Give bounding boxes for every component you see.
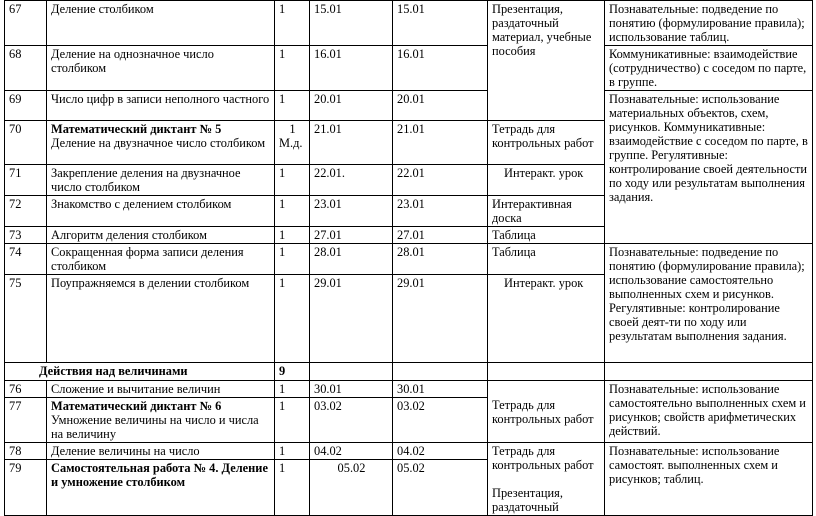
lesson-plan-date: 15.01 <box>310 1 393 46</box>
lesson-topic: Закрепление деления на двузначное число столбиком <box>47 165 275 196</box>
lesson-resources <box>488 443 605 516</box>
lesson-resources-text: Тетрадь для контрольных работ <box>492 444 594 472</box>
lesson-topic: Деление на однозначное число столбиком <box>47 46 275 91</box>
lesson-number: 69 <box>5 91 47 121</box>
lesson-uud: Познавательные: использование самостоят. выполненных схем и рисунков; таблиц. <box>605 443 813 516</box>
lesson-plan-date: 03.02 <box>310 398 393 443</box>
lesson-fact-date: 30.01 <box>393 381 488 398</box>
lesson-hours: 1 <box>275 460 310 516</box>
table-row <box>5 381 813 398</box>
lesson-resources: Таблица <box>488 244 605 275</box>
lesson-plan-date: 27.01 <box>310 227 393 244</box>
lesson-plan-date: 05.02 <box>310 460 393 516</box>
lesson-topic <box>47 121 275 165</box>
lesson-plan-date: 23.01 <box>310 196 393 227</box>
lesson-plan-date: 29.01 <box>310 275 393 363</box>
lesson-hours: 1 <box>275 381 310 398</box>
lesson-plan-date: 28.01 <box>310 244 393 275</box>
lesson-fact-date: 05.02 <box>393 460 488 516</box>
lesson-uud: Коммуникативные: взаимодействие (сотрудничество) с соседом по парте, в группе. <box>605 46 813 91</box>
lesson-topic-text: Умножение величины на число и числа на величину <box>51 413 259 441</box>
lesson-fact-date: 23.01 <box>393 196 488 227</box>
lesson-plan-date: 20.01 <box>310 91 393 121</box>
lesson-hours: 1 <box>275 443 310 460</box>
lesson-uud: Познавательные: использование материальных объектов, схем, рисунков. Коммуникативные: взаимодействие с соседом по парте, в группе. Регулятивные: контролирование своей деятельности по ходу или результатам выполнения задания. <box>605 91 813 244</box>
lesson-fact-date: 16.01 <box>393 46 488 91</box>
lesson-plan-table <box>4 0 813 516</box>
lesson-fact-date: 04.02 <box>393 443 488 460</box>
lesson-number: 73 <box>5 227 47 244</box>
lesson-number: 74 <box>5 244 47 275</box>
lesson-number: 71 <box>5 165 47 196</box>
lesson-resources: Интеракт. урок <box>488 275 605 363</box>
lesson-fact-date: 21.01 <box>393 121 488 165</box>
lesson-resources-text: Тетрадь для контрольных работ <box>492 397 594 426</box>
lesson-plan-date: 30.01 <box>310 381 393 398</box>
lesson-hours: 1 <box>275 196 310 227</box>
lesson-resources <box>488 381 605 443</box>
empty-cell <box>393 363 488 381</box>
table-row <box>5 443 813 460</box>
lesson-number: 79 <box>5 460 47 516</box>
section-row <box>5 363 813 381</box>
empty-cell <box>605 363 813 381</box>
lesson-topic: Поупражняемся в делении столбиком <box>47 275 275 363</box>
lesson-plan-date: 16.01 <box>310 46 393 91</box>
lesson-topic: Знакомство с делением столбиком <box>47 196 275 227</box>
lesson-resources: Интерактивная доска <box>488 196 605 227</box>
empty-cell <box>488 363 605 381</box>
lesson-hours: 1 <box>275 227 310 244</box>
empty-cell <box>310 363 393 381</box>
lesson-number: 77 <box>5 398 47 443</box>
lesson-number: 72 <box>5 196 47 227</box>
lesson-hours-note: М.д. <box>279 136 303 150</box>
lesson-uud: Познавательные: подведение по понятию (формулирование правила); использование таблиц. <box>605 1 813 46</box>
lesson-fact-date: 27.01 <box>393 227 488 244</box>
lesson-topic-bold: Математический диктант № 6 <box>51 399 222 413</box>
lesson-hours: 1 <box>275 1 310 46</box>
lesson-topic: Сложение и вычитание величин <box>47 381 275 398</box>
lesson-topic: Деление столбиком <box>47 1 275 46</box>
lesson-plan-date: 04.02 <box>310 443 393 460</box>
lesson-fact-date: 22.01 <box>393 165 488 196</box>
lesson-topic: Алгоритм деления столбиком <box>47 227 275 244</box>
lesson-number: 78 <box>5 443 47 460</box>
lesson-number: 67 <box>5 1 47 46</box>
lesson-number: 75 <box>5 275 47 363</box>
lesson-fact-date: 20.01 <box>393 91 488 121</box>
lesson-topic: Сокращенная форма записи деления столбиком <box>47 244 275 275</box>
table-row <box>5 1 813 46</box>
lesson-topic: Деление величины на число <box>47 443 275 460</box>
section-title: Действия над величинами <box>5 363 275 381</box>
lesson-uud: Познавательные: использование самостоятельно выполненных схем и рисунков; свойств арифметических действий. <box>605 381 813 443</box>
lesson-topic: Число цифр в записи неполного частного <box>47 91 275 121</box>
table-row <box>5 244 813 275</box>
lesson-fact-date: 28.01 <box>393 244 488 275</box>
lesson-topic-text: Деление на двузначное число столбиком <box>51 136 266 150</box>
lesson-plan-date: 22.01. <box>310 165 393 196</box>
lesson-topic: Самостоятельная работа № 4. Деление и умножение столбиком <box>47 460 275 516</box>
lesson-uud: Познавательные: подведение по понятию (формулирование правила); использование самостоятельно выполненных схем и рисунков. Регулятивные: контролирование своей деят-ти по ходу или результатам выполнения задания. <box>605 244 813 363</box>
lesson-hours-value: 1 <box>289 122 296 136</box>
lesson-number: 70 <box>5 121 47 165</box>
lesson-fact-date: 03.02 <box>393 398 488 443</box>
lesson-hours <box>275 121 310 165</box>
lesson-topic <box>47 398 275 443</box>
table-row <box>5 46 813 91</box>
lesson-number: 68 <box>5 46 47 91</box>
table-row <box>5 91 813 121</box>
lesson-plan-date: 21.01 <box>310 121 393 165</box>
lesson-resources-text: Презентация, раздаточный <box>492 486 563 514</box>
lesson-resources: Интеракт. урок <box>488 165 605 196</box>
lesson-hours: 1 <box>275 398 310 443</box>
section-hours: 9 <box>275 363 310 381</box>
lesson-hours: 1 <box>275 244 310 275</box>
lesson-number: 76 <box>5 381 47 398</box>
lesson-resources: Презентация, раздаточный материал, учебные пособия <box>488 1 605 121</box>
lesson-fact-date: 29.01 <box>393 275 488 363</box>
lesson-fact-date: 15.01 <box>393 1 488 46</box>
lesson-resources: Тетрадь для контрольных работ <box>488 121 605 165</box>
lesson-hours: 1 <box>275 91 310 121</box>
lesson-hours: 1 <box>275 165 310 196</box>
lesson-resources: Таблица <box>488 227 605 244</box>
lesson-hours: 1 <box>275 275 310 363</box>
lesson-hours: 1 <box>275 46 310 91</box>
lesson-topic-bold: Математический диктант № 5 <box>51 122 222 136</box>
